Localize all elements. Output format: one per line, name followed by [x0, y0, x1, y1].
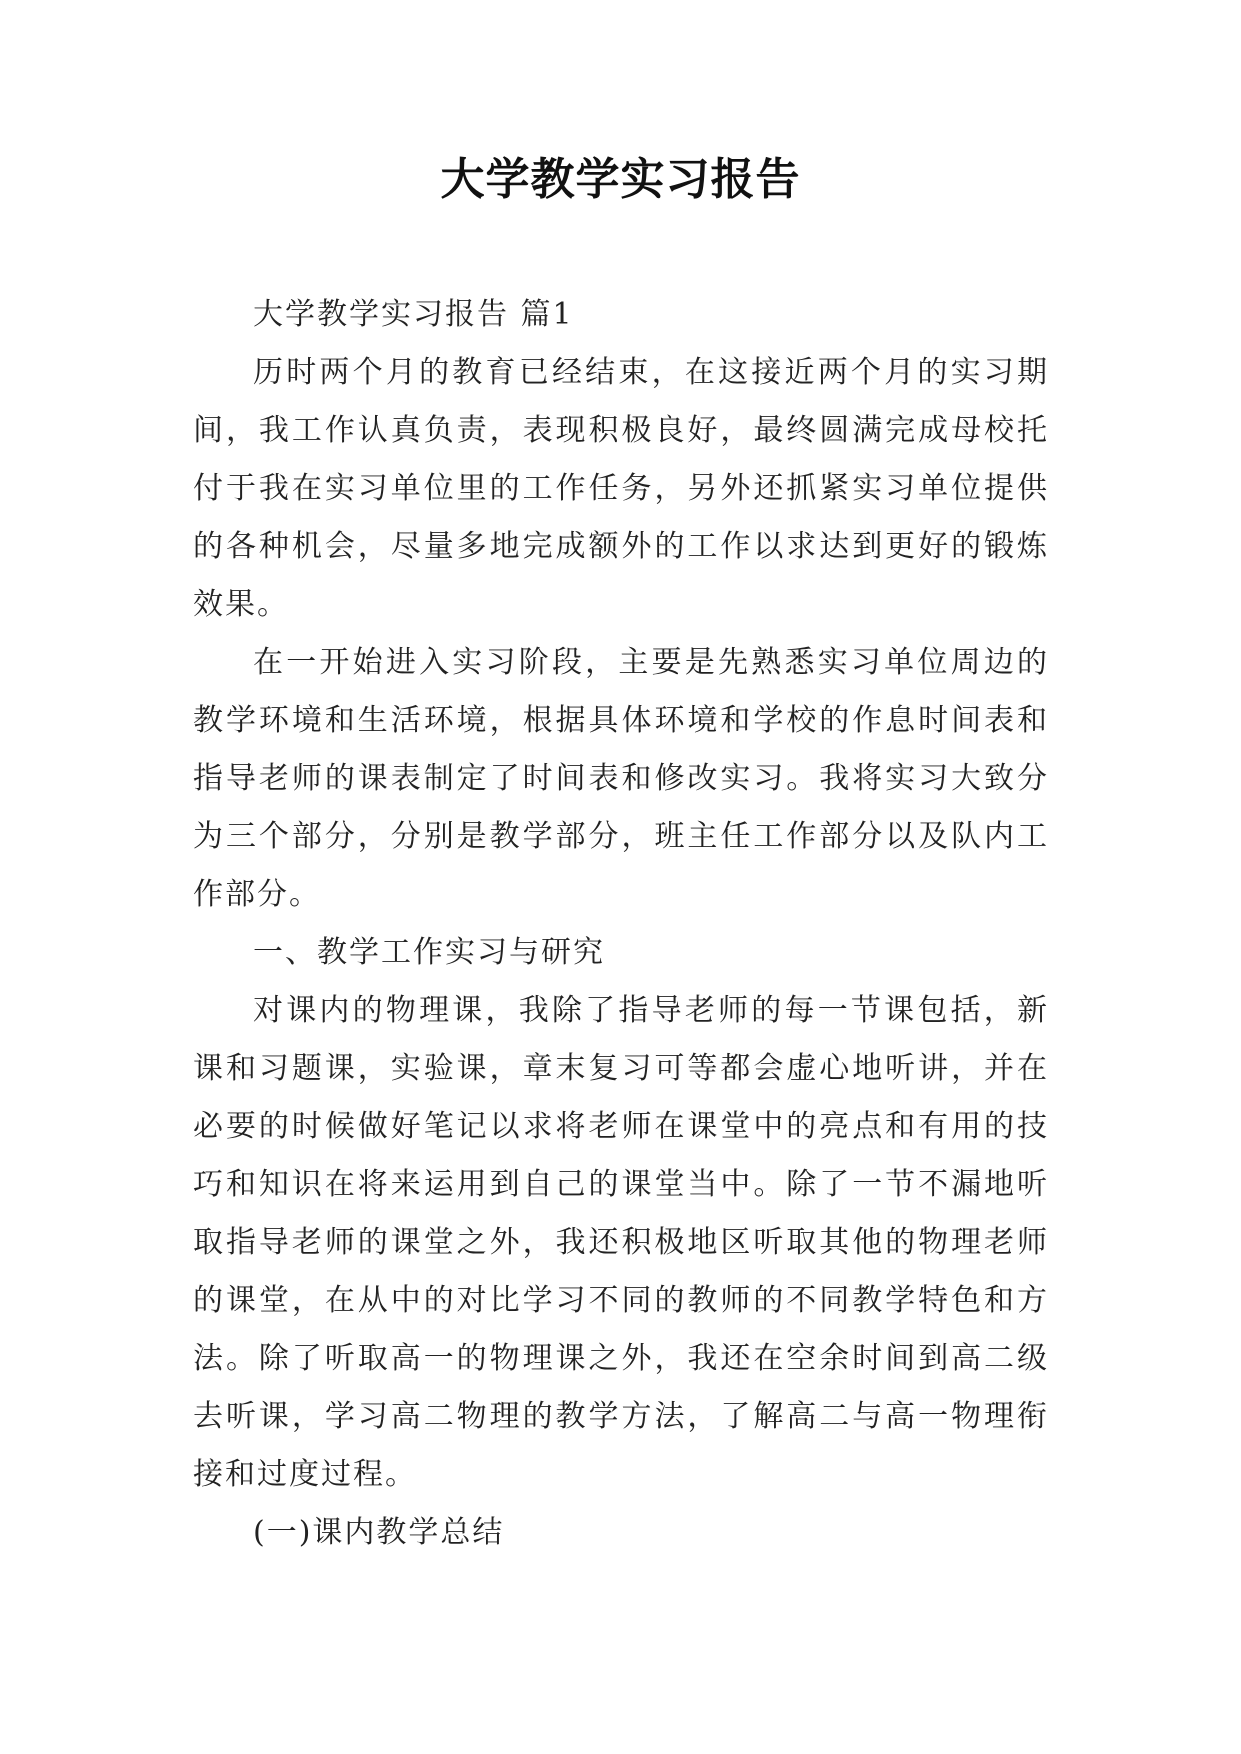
body-paragraph: 在一开始进入实习阶段，主要是先熟悉实习单位周边的教学环境和生活环境，根据具体环境和学校的作息时间表和指导老师的课表制定了时间表和修改实习。我将实习大致分为三个部分，分别是教学部分，班主任工作部分以及队内工作部分。 [193, 645, 1049, 912]
subsection-heading: (一)课内教学总结 [253, 1515, 505, 1550]
section-heading: 大学教学实习报告 篇1 [253, 297, 574, 332]
document-body [193, 286, 1049, 1562]
body-paragraph: 对课内的物理课，我除了指导老师的每一节课包括，新课和习题课，实验课，章末复习可等都会虚心地听讲，并在必要的时候做好笔记以求将老师在课堂中的亮点和有用的技巧和知识在将来运用到自己的课堂当中。除了一节不漏地听取指导老师的课堂之外，我还积极地区听取其他的物理老师的课堂，在从中的对比学习不同的教师的不同教学特色和方法。除了听取高一的物理课之外，我还在空余时间到高二级去听课，学习高二物理的教学方法，了解高二与高一物理衔接和过度过程。 [193, 993, 1049, 1492]
body-paragraph: 历时两个月的教育已经结束，在这接近两个月的实习期间，我工作认真负责，表现积极良好，最终圆满完成母校托付于我在实习单位里的工作任务，另外还抓紧实习单位提供的各种机会，尽量多地完成额外的工作以求达到更好的锻炼效果。 [193, 355, 1049, 622]
document-title: 大学教学实习报告 [440, 154, 801, 205]
section-heading: 一、教学工作实习与研究 [253, 935, 605, 970]
